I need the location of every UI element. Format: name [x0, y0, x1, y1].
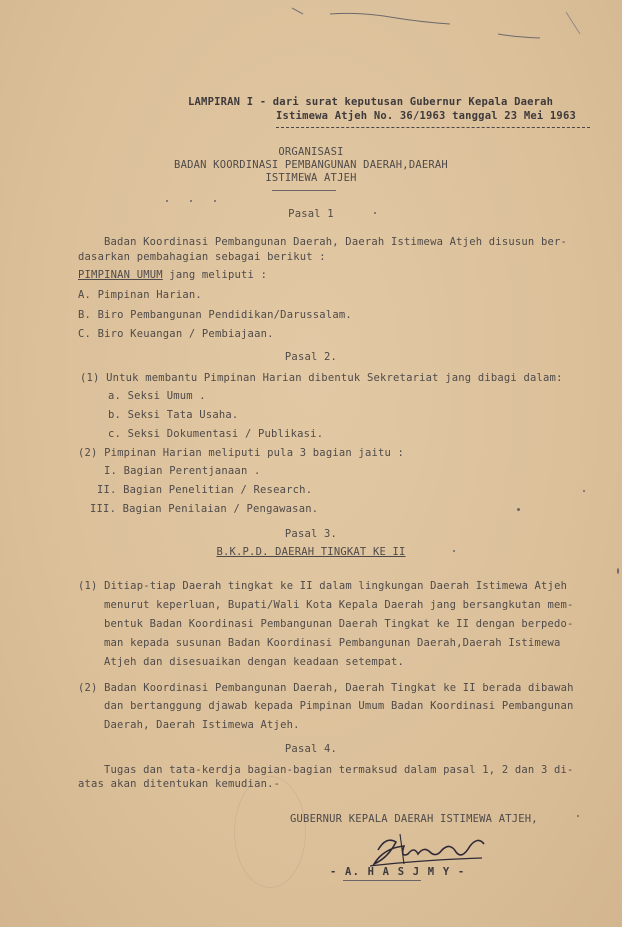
pasal-3-heading: Pasal 3.	[284, 528, 338, 540]
bagian-1: I. Bagian Perentjanaan .	[104, 465, 261, 477]
pasal-3-p1-line-5: Atjeh dan disesuaikan dengan keadaan setempat.	[104, 656, 404, 668]
speck	[166, 200, 168, 202]
speck	[453, 550, 455, 552]
pimpinan-umum-rest: jang meliputi :	[162, 269, 268, 281]
pasal-4-line-1: Tugas dan tata-kerdja bagian-bagian termaksud dalam pasal 1, 2 dan 3 di-	[104, 764, 574, 776]
signatory-name: - A. H A S J M Y -	[330, 866, 466, 878]
header-divider	[276, 127, 590, 128]
title-underline	[272, 190, 336, 191]
speck	[583, 490, 585, 492]
pasal-1-item-a: A. Pimpinan Harian.	[78, 289, 202, 301]
pimpinan-umum-label: PIMPINAN UMUM	[78, 269, 163, 281]
title-line-3: ISTIMEWA ATJEH	[265, 172, 357, 184]
title-line-1: ORGANISASI	[278, 146, 344, 158]
pasal-2-point-1: (1) Untuk membantu Pimpinan Harian dibentuk Sekretariat jang dibagi dalam:	[80, 372, 563, 384]
speck	[517, 508, 520, 511]
pasal-3-p2-line-2: dan bertanggung djawab kepada Pimpinan Umum Badan Koordinasi Pembangunan	[104, 700, 574, 712]
pasal-2-sub-c: c. Seksi Dokumentasi / Publikasi.	[108, 428, 324, 440]
pasal-1-intro-line-2: dasarkan pembahagian sebagai berikut :	[78, 251, 326, 263]
speck	[577, 815, 579, 817]
top-scribble	[0, 0, 622, 60]
speck	[214, 200, 216, 202]
speck	[617, 568, 619, 574]
pasal-4-line-2: atas akan ditentukan kemudian.-	[78, 778, 281, 790]
title-line-2: BADAN KOORDINASI PEMBANGUNAN DAERAH,DAERAH	[174, 159, 448, 171]
pasal-2-sub-a: a. Seksi Umum .	[108, 390, 206, 402]
pasal-3-p1-line-3: bentuk Badan Koordinasi Pembangunan Daerah Tingkat ke II dengan berpedo-	[104, 618, 574, 630]
pasal-1-item-b: B. Biro Pembangunan Pendidikan/Darussalam.	[78, 309, 352, 321]
pasal-2-heading: Pasal 2.	[284, 351, 338, 363]
pasal-4-heading: Pasal 4.	[284, 743, 338, 755]
pasal-3-p2-line-1: (2) Badan Koordinasi Pembangunan Daerah, Daerah Tingkat ke II berada dibawah	[78, 682, 574, 694]
pasal-1-heading: Pasal 1	[288, 208, 334, 220]
pasal-3-p1-line-2: menurut keperluan, Bupati/Wali Kota Kepala Daerah jang bersangkutan mem-	[104, 599, 574, 611]
pasal-3-p1-line-1: (1) Ditiap-tiap Daerah tingkat ke II dalam lingkungan Daerah Istimewa Atjeh	[78, 580, 568, 592]
pasal-3-p1-line-4: man kepada susunan Badan Koordinasi Pembangunan Daerah,Daerah Istimewa	[104, 637, 561, 649]
pimpinan-umum-line	[78, 269, 267, 282]
pasal-3-subheading: B.K.P.D. DAERAH TINGKAT KE II	[216, 546, 406, 558]
speck	[374, 212, 376, 214]
pasal-2-point-2: (2) Pimpinan Harian meliputi pula 3 bagian jaitu :	[78, 447, 405, 459]
pasal-2-sub-b: b. Seksi Tata Usaha.	[108, 409, 239, 421]
bagian-3: III. Bagian Penilaian / Pengawasan.	[90, 503, 319, 515]
signature-title: GUBERNUR KEPALA DAERAH ISTIMEWA ATJEH,	[290, 813, 538, 825]
signatory-underline	[343, 880, 421, 881]
pasal-1-item-c: C. Biro Keuangan / Pembiajaan.	[78, 328, 274, 340]
bagian-2: II. Bagian Penelitian / Research.	[97, 484, 313, 496]
decree-reference: Istimewa Atjeh No. 36/1963 tanggal 23 Mei 1963	[276, 110, 576, 122]
faint-stamp	[234, 776, 306, 888]
lampiran-line: LAMPIRAN I - dari surat keputusan Gubernur Kepala Daerah	[188, 96, 554, 108]
speck	[190, 200, 192, 202]
pasal-1-intro-line-1: Badan Koordinasi Pembangunan Daerah, Daerah Istimewa Atjeh disusun ber-	[104, 236, 568, 248]
pasal-3-p2-line-3: Daerah, Daerah Istimewa Atjeh.	[104, 719, 300, 731]
